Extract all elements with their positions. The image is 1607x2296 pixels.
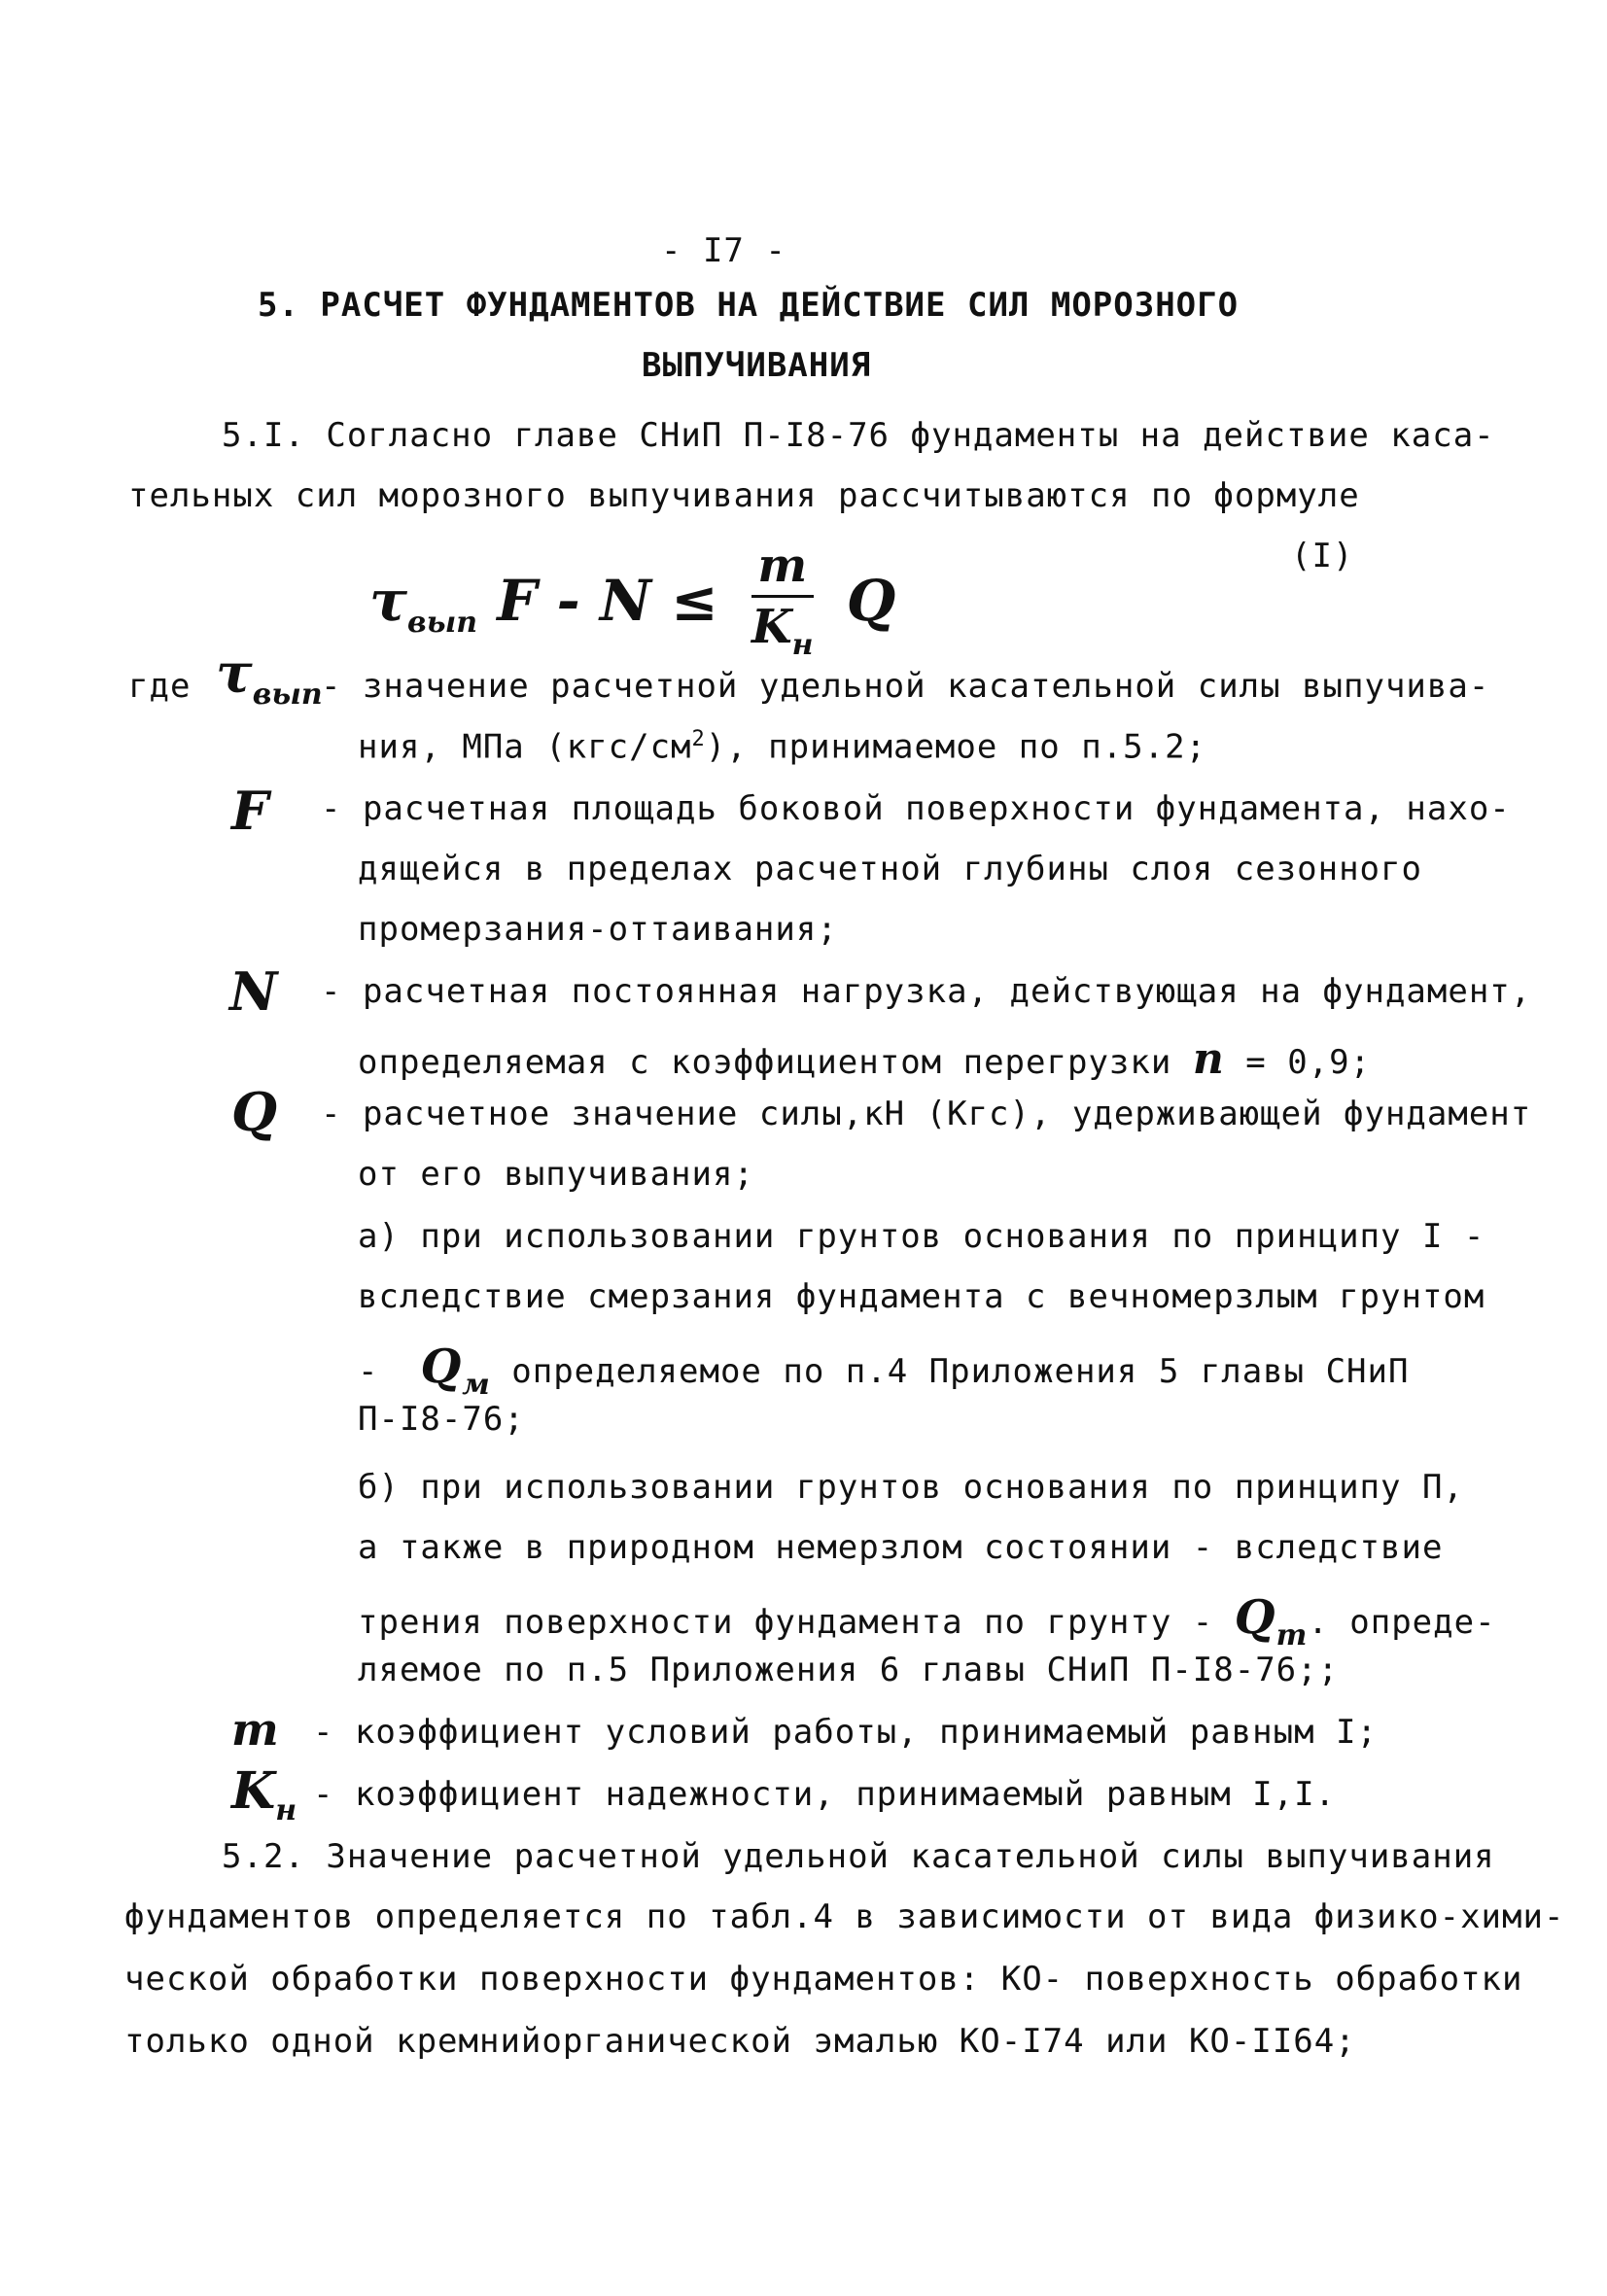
def-m-line: - коэффициент условий работы, принимаемый равным I; bbox=[313, 1713, 1378, 1752]
Q-m-letter: Q bbox=[420, 1339, 463, 1394]
def-tau-line-2-text: ния, МПа (кгс/см bbox=[358, 727, 692, 767]
Q-t-subscript: т bbox=[1275, 1618, 1309, 1652]
def-F-symbol: F bbox=[231, 780, 269, 842]
def-tau-line-1: - значение расчетной удельной касательной силы выпучива- bbox=[321, 667, 1490, 706]
Q-t-symbol bbox=[1234, 1590, 1309, 1652]
def-tau-symbol bbox=[216, 642, 323, 712]
def-Q-case-a-line-3 bbox=[358, 1339, 1409, 1402]
def-F-line-3: промерзания-оттаивания; bbox=[358, 910, 838, 949]
formula-tail: Q bbox=[846, 568, 896, 634]
paragraph-5-2-line-4: только одной кремнийорганической эмалью КО-I74 или КО-II64; bbox=[124, 2022, 1356, 2061]
def-tau-line-2 bbox=[358, 727, 1206, 766]
def-tau-exponent: 2 bbox=[691, 727, 706, 751]
formula-numerator: m bbox=[757, 539, 808, 593]
def-Q-case-b-line-3-text: трения поверхности фундамента по грунту - bbox=[358, 1603, 1214, 1642]
def-K-line: - коэффициент надежности, принимаемый равным I,I. bbox=[313, 1775, 1337, 1814]
where-word: где bbox=[128, 667, 192, 706]
def-Q-case-a-dash: - bbox=[358, 1352, 379, 1391]
def-m-symbol: m bbox=[231, 1703, 279, 1756]
def-N-line-1: - расчетная постоянная нагрузка, действующая на фундамент, bbox=[321, 972, 1532, 1011]
formula-tau: τ bbox=[369, 568, 408, 634]
paragraph-5-1-line-1: 5.I. Согласно главе СНиП П-I8-76 фундаменты на действие каса- bbox=[222, 416, 1495, 455]
def-Q-case-b-line-2: а также в природном немерзлом состоянии - вследствие bbox=[358, 1528, 1444, 1567]
def-K-symbol bbox=[231, 1761, 297, 1827]
def-N-line-2-tail: = 0,9; bbox=[1245, 1043, 1372, 1082]
formula-number: (I) bbox=[1291, 537, 1354, 575]
formula-tau-subscript: вып bbox=[407, 606, 478, 640]
Q-t-letter: Q bbox=[1234, 1590, 1276, 1645]
def-K-letter: K bbox=[231, 1761, 276, 1821]
def-Q-case-b-line-1: б) при использовании грунтов основания по принципу П, bbox=[358, 1468, 1464, 1507]
formula-1 bbox=[369, 539, 896, 669]
def-Q-symbol: Q bbox=[231, 1081, 278, 1143]
paragraph-5-1-line-2: тельных сил морозного выпучивания рассчитываются по формуле bbox=[128, 476, 1360, 515]
section-heading: 5. РАСЧЕТ ФУНДАМЕНТОВ НА ДЕЙСТВИЕ СИЛ МОРОЗНОГО bbox=[258, 286, 1240, 325]
formula-fraction bbox=[751, 539, 814, 669]
def-Q-case-b-line-3 bbox=[358, 1590, 1496, 1652]
Q-m-subscript: м bbox=[462, 1368, 491, 1402]
page-number: - I7 - bbox=[661, 231, 786, 270]
def-Q-case-a-line-4: П-I8-76; bbox=[358, 1400, 525, 1439]
def-tau-subscript: вып bbox=[252, 678, 323, 712]
def-Q-case-a-line-3-tail: определяемое по п.4 Приложения 5 главы СНиП bbox=[511, 1352, 1410, 1391]
def-N-line-2 bbox=[358, 1034, 1371, 1084]
def-tau-line-2-tail: ), принимаемое по п.5.2; bbox=[705, 727, 1207, 767]
def-tau-letter: τ bbox=[216, 642, 253, 706]
paragraph-5-2-line-1: 5.2. Значение расчетной удельной касательной силы выпучивания bbox=[222, 1837, 1495, 1876]
def-Q-line-1: - расчетное значение силы,кН (Кгс), удерживающей фундамент bbox=[321, 1095, 1532, 1133]
formula-denominator-subscript: н bbox=[791, 628, 814, 662]
paragraph-5-2-line-3: ческой обработки поверхности фундаментов: КО- поверхность обработки bbox=[124, 1960, 1523, 1999]
def-Q-case-b-line-3-tail: . опреде- bbox=[1308, 1603, 1496, 1642]
def-Q-line-2: от его выпучивания; bbox=[358, 1155, 754, 1194]
formula-fraction-bar bbox=[751, 595, 814, 598]
Q-m-symbol bbox=[420, 1339, 491, 1402]
overload-coefficient-symbol: n bbox=[1192, 1034, 1225, 1084]
def-Q-case-a-line-2: вследствие смерзания фундамента с вечномерзлым грунтом bbox=[358, 1277, 1485, 1316]
def-Q-case-a-line-1: а) при использовании грунтов основания по принципу I - bbox=[358, 1217, 1485, 1256]
def-N-symbol: N bbox=[229, 960, 278, 1023]
formula-middle: F - N ≤ bbox=[497, 568, 718, 634]
def-K-subscript: н bbox=[275, 1793, 297, 1827]
def-F-line-2: дящейся в пределах расчетной глубины слоя сезонного bbox=[358, 850, 1422, 888]
formula-denominator bbox=[751, 600, 814, 669]
section-heading-continued: ВЫПУЧИВАНИЯ bbox=[642, 346, 872, 385]
def-N-line-2-text: определяемая с коэффициентом перегрузки bbox=[358, 1043, 1172, 1082]
def-Q-case-b-line-4: ляемое по п.5 Приложения 6 главы СНиП П-I8-76;; bbox=[358, 1651, 1340, 1689]
paragraph-5-2-line-2: фундаментов определяется по табл.4 в зависимости от вида физико-хими- bbox=[124, 1897, 1565, 1936]
formula-denominator-letter: K bbox=[751, 600, 792, 654]
def-F-line-1: - расчетная площадь боковой поверхности фундамента, нахо- bbox=[321, 789, 1511, 828]
